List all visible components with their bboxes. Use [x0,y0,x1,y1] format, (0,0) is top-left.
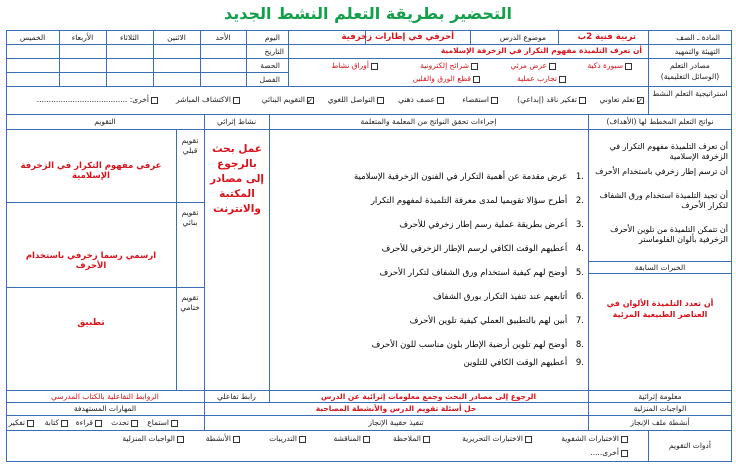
checkbox-icon[interactable] [363,436,370,443]
interactive-value[interactable]: الروابط التفاعلية بالكتاب المدرسي [51,392,159,401]
checkbox-icon[interactable] [371,63,378,70]
homework-value: حل أسئلة تقويم الدرس والأنشطة المصاحبة [315,404,477,413]
step-item: .5 أوضح لهم كيفية استخدام ورق الشفاف لتكرار الأحرف [379,268,584,278]
page-title: التحضير بطريقة التعلم النشط الجديد [224,4,512,23]
tool-written[interactable]: الاختبارات التحريرية [462,434,532,443]
resource-worksheets[interactable]: أوراق نشاط [331,61,378,70]
outcome-item: أن ترسم إطار زخرفي باستخدام الأحرف [595,167,728,176]
eval-type-formative: تقويم بنائي [181,208,199,227]
checkbox-icon[interactable] [473,76,480,83]
strategy-inquiry[interactable]: استقصاء [462,95,498,104]
step-item: .3 أعرض بطريقة عملية رسم إطار زخرفي للأحرف [399,220,584,230]
skills-label: المهارات المستهدفة [73,404,137,413]
day-sunday: الأحد [215,33,231,42]
checkbox-icon[interactable] [177,436,184,443]
checkbox-icon[interactable] [621,436,628,443]
strategy-language[interactable]: التواصل اللغوي [328,95,384,104]
checkbox-icon[interactable] [579,97,586,104]
skill-reading[interactable]: قراءة [76,418,102,427]
checkbox-icon[interactable] [151,97,158,104]
resources-label: مصادر التعلم [670,61,710,70]
day-tuesday: الثلاثاء [119,33,139,42]
checkbox-icon[interactable] [559,76,566,83]
checkbox-icon[interactable] [437,97,444,104]
class-label: الفصل [259,75,280,84]
subject-label: المادة ـ الصف [676,33,720,42]
checkbox-icon[interactable] [625,63,632,70]
homework-label: الواجبات المنزلية [633,404,687,413]
step-item: .1 عرض مقدمة عن أهمية التكرار في الفنون الزخرفية الإسلامية [353,172,584,182]
outcome-item: أن تعرف التلميذة مفهوم التكرار في الزخرفة الإسلامية [609,142,728,161]
checkbox-icon[interactable] [525,436,532,443]
resource-paper[interactable]: قطع الورق والقلين [413,74,480,83]
eval-text-pre: عرفي مفهوم التكرار في الزخرفة الإسلامية [20,161,162,181]
strategy-other[interactable]: أخرى: ...................................... [37,95,158,104]
resource-smartboard[interactable]: سبورة ذكية [587,61,632,70]
strategy-discovery[interactable]: الاكتشاف المباشر [176,95,240,104]
tool-oral[interactable]: الاختبارات الشفوية [561,434,628,443]
enrichment-label: معلومة إثرائية [638,392,682,401]
topic-label: موضوع الدرس [499,33,546,42]
strategy-cooperative[interactable]: ✓تعلم تعاوني [599,95,644,104]
checkbox-icon[interactable] [621,450,628,457]
outcomes-header: نواتج التعلم المخطط لها (الأهداف) [606,117,714,126]
step-item: .6 أتابعهم عند تنفيذ التكرار بورق الشفاف [433,292,584,302]
day-wednesday: الأربعاء [71,33,94,42]
checkbox-icon[interactable] [27,420,34,427]
day-monday: الاثنين [167,33,186,42]
day-thursday: الخميس [19,33,46,42]
checkbox-icon[interactable] [549,63,556,70]
resource-visual[interactable]: عرض مرئي [510,61,556,70]
checkbox-icon[interactable] [233,97,240,104]
interactive-label: رابط تفاعلي [217,392,256,401]
tool-exercises[interactable]: التدريبات [269,434,306,443]
outcome-item: أن تتمكن التلميذة من تلوين الأحرف الزخرفية بألوان الفلوماستر [610,225,728,244]
eval-text-formative: ارسمي رسما زخرفي باستخدام الأحرف [25,251,157,271]
strategies-label: استراتيجية التعلم النشط [652,89,728,98]
topic-value: أحرفي في إطارات زخرفية [341,32,454,42]
outcome-item: أن تجيد التلميذة استخدام ورق الشفاف لتكرار الأحرف [599,191,728,210]
activity-header: نشاط إثرائي [216,117,257,126]
checkbox-icon[interactable] [423,436,430,443]
tool-other[interactable]: أخرى..... [590,448,628,457]
checkbox-icon[interactable] [61,420,68,427]
skill-thinking[interactable]: تفكير [9,418,34,427]
prior-knowledge-label: الخبرات السابقة [634,263,686,272]
checkbox-icon[interactable] [471,63,478,70]
eval-type-final: تقويم ختامي [180,293,200,312]
period-label: الحصة [260,61,280,70]
procedures-header: إجراءات تحقق النواتج من المعلمة والمتعلمة [360,117,497,126]
skill-listening[interactable]: استماع [147,418,178,427]
intro-label: التهيئة والتمهيد [674,47,720,56]
checkbox-icon[interactable] [307,97,314,104]
eval-text-final: تطبيق [77,318,105,328]
strategy-brainstorm[interactable]: عصف ذهني [398,95,444,104]
resource-experiments[interactable]: تجارب عملية [517,74,566,83]
intro-value: أن تعرف التلميذة مفهوم التكرار في الزخرفة الإسلامية [440,46,642,55]
tool-homework[interactable]: الواجبات المنزلية [122,434,184,443]
activity-text: عمل بحث بالرجوع إلى مصادر المكتبة والانترنت [209,143,265,215]
portfolio-value: تنفيذ حقيبة الإنجاز [368,418,424,427]
enrichment-value: الرجوع إلى مصادر البحث وجمع معلومات إثرائية عن الدرس [320,392,537,401]
checkbox-icon[interactable] [491,97,498,104]
evaluation-header: التقويم [94,117,116,126]
checkbox-icon[interactable] [377,97,384,104]
step-item: .9 أعطيهم الوقت الكافي للتلوين [463,358,584,368]
tool-discussion[interactable]: المناقشة [333,434,370,443]
prior-knowledge-value: أن تعدد التلميذة الألوان في العناصر الطبيعية المرئية [606,299,714,319]
subject-value: تربية فنية 2ب [577,32,636,42]
outcomes-list [592,142,728,245]
checkbox-icon[interactable] [299,436,306,443]
tool-activities[interactable]: الأنشطة [206,434,240,443]
steps-list [274,172,584,372]
checkbox-icon[interactable] [637,97,644,104]
tools-label: أدوات التقويم [669,441,711,450]
step-item: .4 أعطيهم الوقت الكافي لرسم الإطار الزخرفي للأحرف [381,244,584,254]
strategy-critical[interactable]: تفكير ناقد (إبداعي) [517,95,586,104]
checkbox-icon[interactable] [131,420,138,427]
tool-observation[interactable]: الملاحظة [393,434,430,443]
strategy-formative[interactable]: ✓التقويم البنائي [262,95,314,104]
date-label: التاريخ [264,47,284,56]
resources-sublabel: (الوسائل التعليمية) [660,72,720,81]
skill-writing[interactable]: كتابة [45,418,68,427]
step-item: .7 أبين لهم بالتطبيق العملي كيفية تلوين الأحرف [409,316,584,326]
checkbox-icon[interactable] [95,420,102,427]
skill-speaking[interactable]: تحدث [111,418,138,427]
step-item: .2 أطرح سؤالا تقويميا لمدى معرفة التلميذة لمفهوم التكرار [370,196,584,206]
portfolio-label: أنشطة ملف الإنجاز [630,418,690,427]
resource-slides[interactable]: شرائح إلكترونية [420,61,478,70]
eval-type-pre: تقويم قبلي [181,136,199,155]
step-item: .8 أوضح لهم تلوين أرضية الإطار بلون مناسب للون الأحرف [371,340,584,350]
checkbox-icon[interactable] [171,420,178,427]
day-label: اليوم [264,33,280,42]
checkbox-icon[interactable] [233,436,240,443]
